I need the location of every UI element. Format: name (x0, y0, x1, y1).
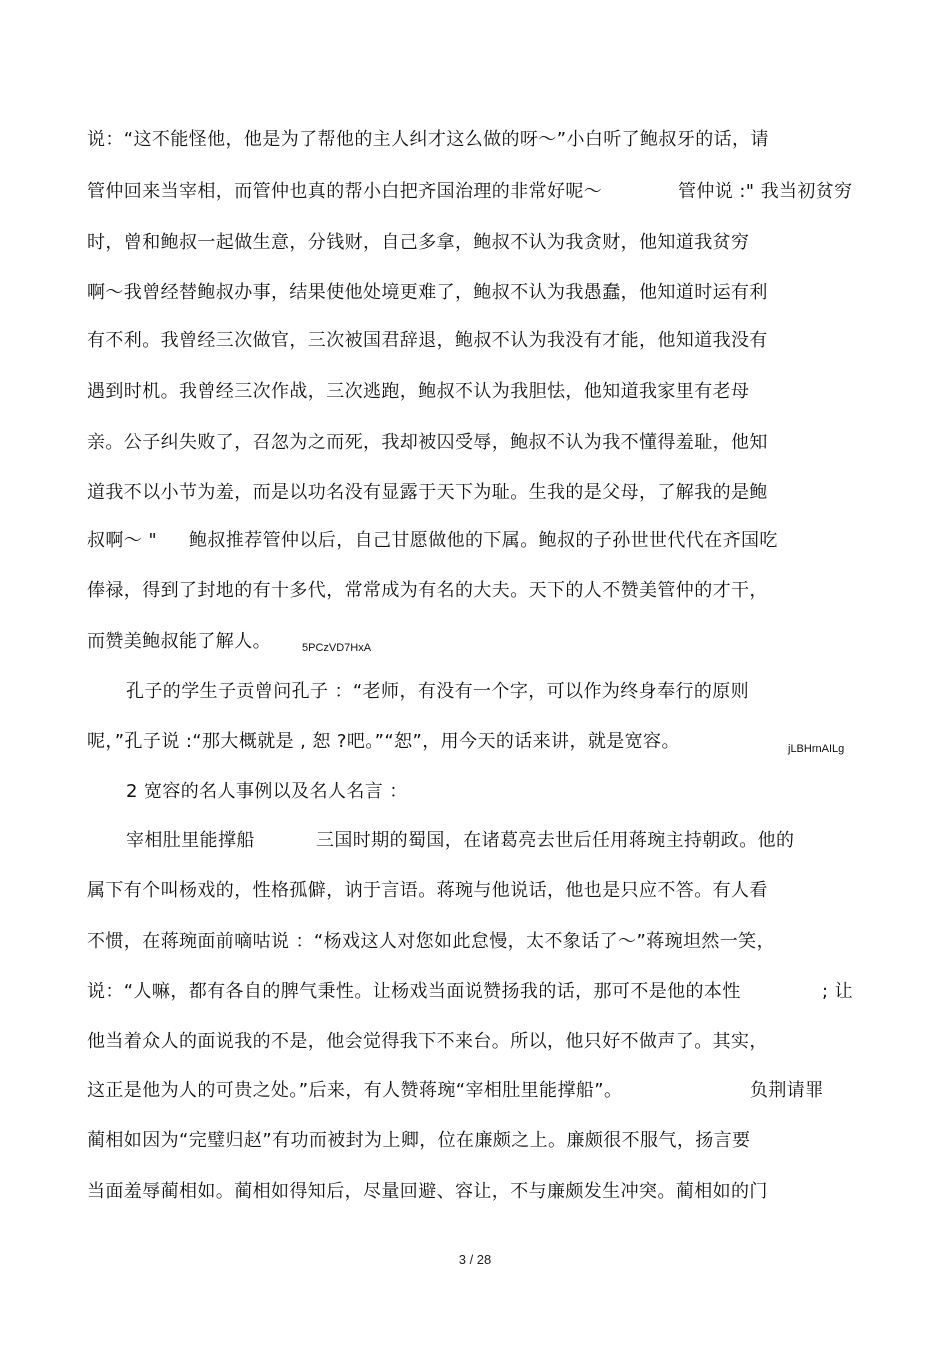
text-line: 俸禄，得到了封地的有十多代，常常成为有名的大夫。天下的人不赞美管仲的才干， (87, 580, 768, 601)
text-line: 亲。公子纠失败了，召忽为之而死，我却被囚受辱，鲍叔不认为我不懂得羞耻，他知 (87, 432, 768, 453)
text-line: 啊～我曾经替鲍叔办事，结果使他处境更难了，鲍叔不认为我愚蠢，他知道时运有利 (87, 282, 768, 303)
text-line: 这正是他为人的可贵之处。”后来，有人赞蒋琬“宰相肚里能撑船”。 (87, 1080, 623, 1101)
text-line: 有不利。我曾经三次做官，三次被国君辞退，鲍叔不认为我没有才能，他知道我没有 (87, 330, 768, 351)
text-line: 说：“这不能怪他，他是为了帮他的主人纠才这么做的呀～”小白听了鲍叔牙的话，请 (87, 129, 769, 150)
text-line: 管仲回来当宰相，而管仲也真的帮小白把齐国治理的非常好呢～ (87, 181, 603, 202)
section-heading: 2 宽容的名人事例以及名人名言 ： (126, 781, 408, 802)
text-line: 鲍叔推荐管仲以后，自己甘愿做他的下属。鲍叔的子孙世世代代在齐国吃 (189, 530, 778, 551)
document-code: jLBHrnAILg (788, 743, 845, 755)
text-line: 说：“人嘛，都有各自的脾气秉性。让杨戏当面说赞扬我的话，那可不是他的本性 (87, 981, 741, 1002)
text-line: 他当着众人的面说我的不是，他会觉得我下不来台。所以，他只好不做声了。其实， (87, 1031, 768, 1052)
text-line: 属下有个叫杨戏的，性格孤僻，讷于言语。蒋琬与他说话，他也是只应不答。有人看 (87, 880, 768, 901)
text-line: 当面羞辱蔺相如。蔺相如得知后，尽量回避、容让，不与廉颇发生冲突。蔺相如的门 (87, 1181, 768, 1202)
document-code: 5PCzVD7HxA (302, 642, 372, 654)
text-line: 蔺相如因为“完璧归赵”有功而被封为上卿，位在廉颇之上。廉颇很不服气，扬言要 (87, 1130, 751, 1151)
text-line: 不惯，在蒋琬面前嘀咕说 ：“杨戏这人对您如此怠慢，太不象话了～”蒋琬坦然一笑， (87, 931, 775, 952)
text-line: 管仲说 :" 我当初贫穷 (678, 181, 853, 202)
text-line: 宰相肚里能撑船 (126, 830, 255, 851)
text-line: 道我不以小节为羞，而是以功名没有显露于天下为耻。生我的是父母，了解我的是鲍 (87, 482, 768, 503)
text-line: 负荆请罪 (750, 1080, 824, 1101)
text-line: 而赞美鲍叔能了解人。 (87, 631, 271, 652)
text-line: 遇到时机。我曾经三次作战，三次逃跑，鲍叔不认为我胆怯，他知道我家里有老母 (87, 381, 750, 402)
text-line: 三国时期的蜀国，在诸葛亮去世后任用蒋琬主持朝政。他的 (316, 830, 795, 851)
text-line: 时，曾和鲍叔一起做生意，分钱财，自己多拿，鲍叔不认为我贪财，他知道我贫穷 (87, 232, 750, 253)
text-line: 呢，”孔子说 :“那大概就是 , 恕 ?吧。”“恕”，用今天的话来讲，就是宽容。 (87, 731, 680, 752)
page-number: 3 / 28 (458, 1252, 492, 1267)
text-line: 孔子的学生子贡曾问孔子 ：“老师，有没有一个字，可以作为终身奉行的原则 (126, 681, 750, 702)
text-line: 叔啊～ " (87, 530, 158, 551)
text-line: ; 让 (822, 981, 853, 1002)
